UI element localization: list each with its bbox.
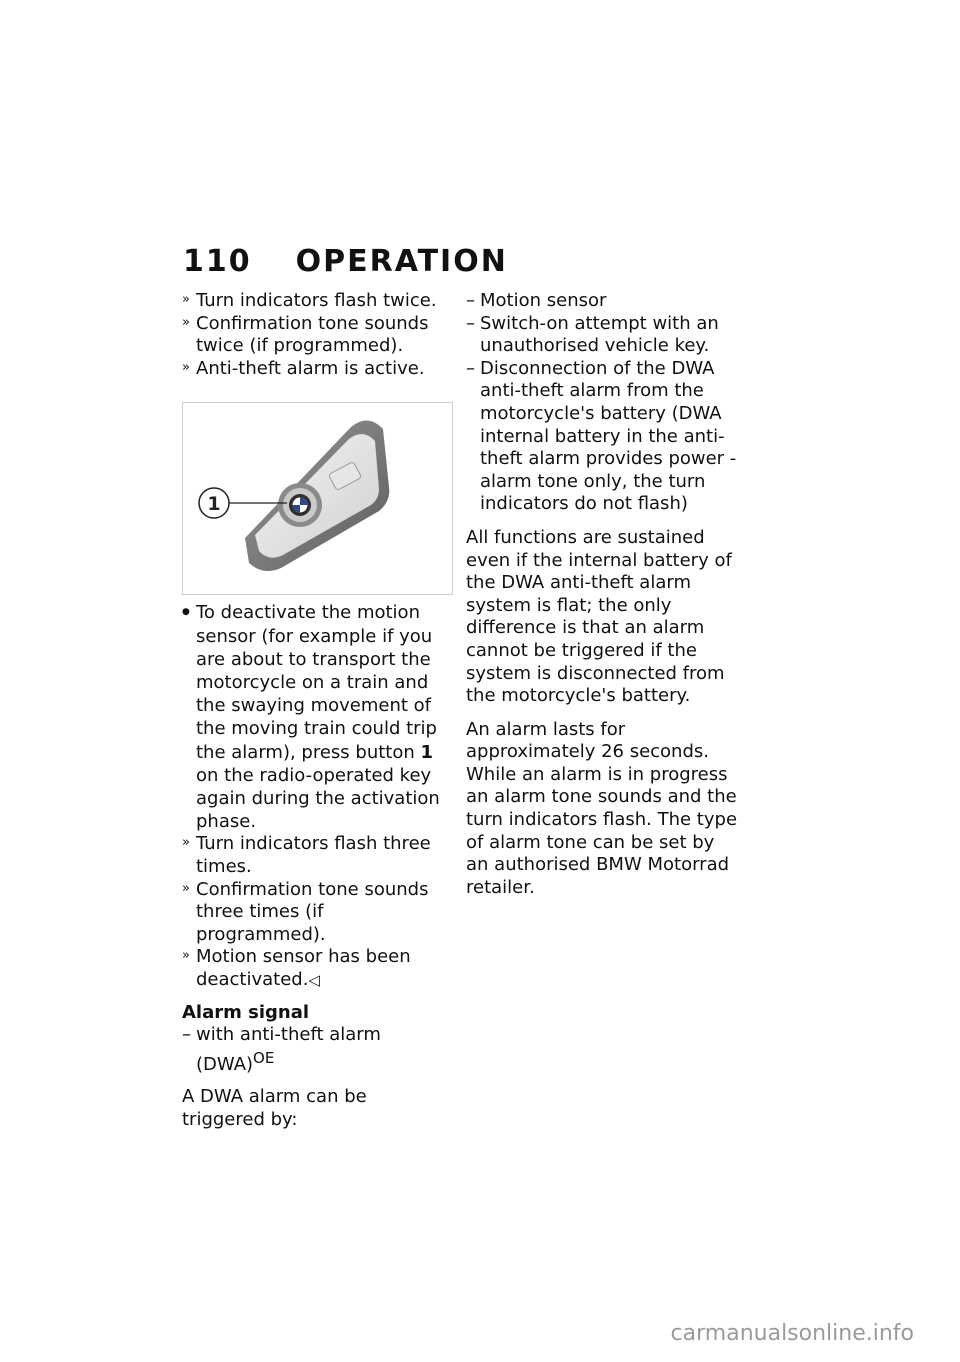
list-item: – Motion sensor xyxy=(466,290,740,313)
list-item: » Turn indicators flash three times. xyxy=(182,833,454,878)
callout-number: 1 xyxy=(207,493,221,516)
left-column xyxy=(182,290,454,1132)
variant-note xyxy=(182,1024,454,1076)
result-list-activation xyxy=(182,290,454,380)
instruction-steps xyxy=(182,601,454,833)
list-item: – Switch-on attempt with an unauthorised vehicle key. xyxy=(466,313,740,358)
alarm-trigger-list xyxy=(466,290,740,516)
section-heading: OPERATION xyxy=(295,244,508,279)
optional-equipment-badge: OE xyxy=(253,1048,275,1067)
section-title: Alarm signal xyxy=(182,1001,310,1023)
page-number: 110 xyxy=(183,244,252,279)
step-text-end: on the radio-operated key again during the activation phase. xyxy=(196,764,440,833)
key-illustration xyxy=(182,402,453,595)
body-paragraph: All functions are sustained even if the internal battery of the DWA anti-theft alarm system is flat; the only difference is that an alarm cannot be triggered if the system is disconnected from the motorcycle's battery. xyxy=(466,526,732,707)
list-item xyxy=(182,946,454,991)
body-paragraph: An alarm lasts for approximately 26 seconds. While an alarm is in progress an alarm tone sounds and the turn indicators flash. The type of alarm tone can be set by an authorised BMW Motorrad retailer. xyxy=(466,718,738,898)
intro-paragraph: A DWA alarm can be triggered by: xyxy=(182,1086,367,1130)
right-column xyxy=(466,290,740,899)
list-item: » Confirmation tone sounds twice (if programmed). xyxy=(182,313,454,358)
list-item: » Confirmation tone sounds three times (if programmed). xyxy=(182,879,454,947)
variant-text: with anti-theft alarm (DWA) xyxy=(196,1024,381,1075)
watermark: carmanualsonline.info xyxy=(670,1321,914,1346)
step-text-start: To deactivate the motion sensor (for example if you are about to transport the motorcycle on a train and the swaying movement of the moving train could trip the alarm), press button xyxy=(196,602,437,763)
list-item: » Anti-theft alarm is active. xyxy=(182,358,454,381)
button-reference: 1 xyxy=(420,741,434,763)
instruction-step xyxy=(182,601,454,833)
page-header xyxy=(183,244,508,280)
list-item-text: Motion sensor has been deactivated. xyxy=(196,946,411,990)
list-item: – Disconnection of the DWA anti-theft alarm from the motorcycle's battery (DWA internal battery in the anti-theft alarm provides power - alarm tone only, the turn indicators do not flash) xyxy=(466,358,740,516)
end-marker-icon: ◁ xyxy=(308,970,320,989)
variant-list xyxy=(182,1024,454,1076)
result-list-deactivation xyxy=(182,833,454,991)
remote-key-image xyxy=(183,403,452,594)
list-item: » Turn indicators flash twice. xyxy=(182,290,454,313)
